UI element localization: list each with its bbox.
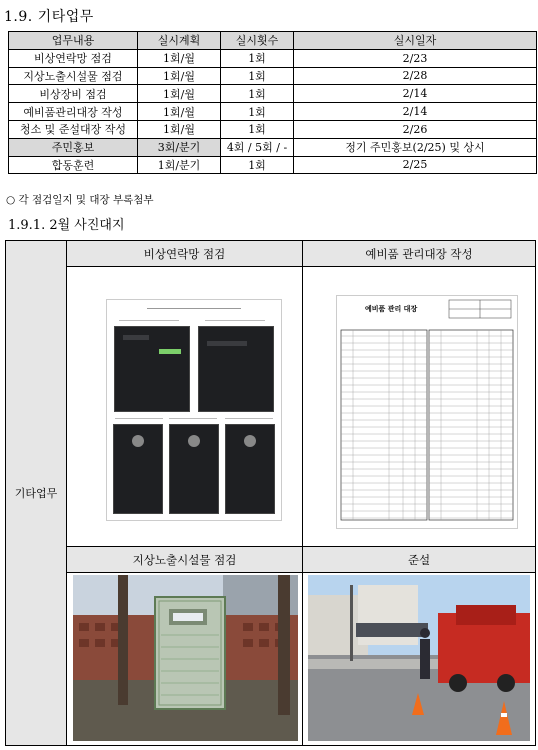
- cell-task: 비상연락망 점검: [9, 49, 138, 67]
- table-row: [9, 156, 537, 174]
- photo-title-spare-parts-log: 예비품 관리대장 작성: [303, 241, 535, 267]
- photo-category-label: 기타업무: [6, 241, 67, 745]
- photo-title-dredging: 준설: [303, 546, 535, 573]
- cell-count: 1회: [221, 120, 294, 138]
- cell-task: 청소 및 준설대장 작성: [9, 120, 138, 138]
- header-date: 실시일자: [294, 32, 537, 50]
- cell-count: 4회 / 5회 / -: [221, 138, 294, 156]
- emergency-contact-photo: [106, 299, 282, 521]
- cell-plan: 1회/월: [138, 120, 221, 138]
- cell-date: 2/14: [294, 103, 537, 121]
- cell-task: 비상장비 점검: [9, 85, 138, 103]
- header-plan: 실시계획: [138, 32, 221, 50]
- cell-date: 2/28: [294, 67, 537, 85]
- cell-date: 2/25: [294, 156, 537, 174]
- spare-parts-grid: [337, 296, 517, 528]
- table-row: [9, 103, 537, 121]
- cell-plan: 1회/분기: [138, 156, 221, 174]
- cell-plan: 1회/월: [138, 85, 221, 103]
- cell-plan: 1회/월: [138, 67, 221, 85]
- table-row: [9, 49, 537, 67]
- attachment-note: ○ 각 점검일지 및 대장 부록첨부: [6, 194, 154, 206]
- cell-date: 2/14: [294, 85, 537, 103]
- cell-plan: 1회/월: [138, 103, 221, 121]
- dredging-scene: [308, 575, 530, 741]
- spare-parts-log-photo: [336, 295, 518, 529]
- header-task: 업무내용: [9, 32, 138, 50]
- table-row: [9, 67, 537, 85]
- cell-count: 1회: [221, 67, 294, 85]
- cell-count: 1회: [221, 103, 294, 121]
- photo-title-exposed-facility: 지상노출시설물 점검: [67, 546, 302, 573]
- table-row: [9, 120, 537, 138]
- cell-task: 주민홍보: [9, 138, 138, 156]
- photo-section-title: 1.9.1. 2월 사진대지: [8, 218, 125, 233]
- cell-task: 지상노출시설물 점검: [9, 67, 138, 85]
- photo-table: [5, 240, 536, 746]
- section-title: 1.9. 기타업무: [4, 9, 94, 25]
- cell-task: 합동훈련: [9, 156, 138, 174]
- cell-plan: 3회/분기: [138, 138, 221, 156]
- cell-date: 정기 주민홍보(2/25) 및 상시: [294, 138, 537, 156]
- cell-divider: [302, 241, 303, 745]
- work-table: [8, 31, 537, 174]
- cell-date: 2/23: [294, 49, 537, 67]
- cell-count: 1회: [221, 85, 294, 103]
- table-row: [9, 138, 537, 156]
- cell-date: 2/26: [294, 120, 537, 138]
- doc-thumbnail-title: 예비품 관리 대장: [365, 304, 418, 313]
- cell-count: 1회: [221, 156, 294, 174]
- photo-title-emergency-contact: 비상연락망 점검: [67, 241, 302, 267]
- header-count: 실시횟수: [221, 32, 294, 50]
- cell-plan: 1회/월: [138, 49, 221, 67]
- table-header-row: [9, 32, 537, 50]
- table-row: [9, 85, 537, 103]
- cell-count: 1회: [221, 49, 294, 67]
- exposed-facility-photo: [73, 575, 298, 741]
- facility-scene: [73, 575, 298, 741]
- cell-task: 예비품관리대장 작성: [9, 103, 138, 121]
- dredging-photo: [308, 575, 530, 741]
